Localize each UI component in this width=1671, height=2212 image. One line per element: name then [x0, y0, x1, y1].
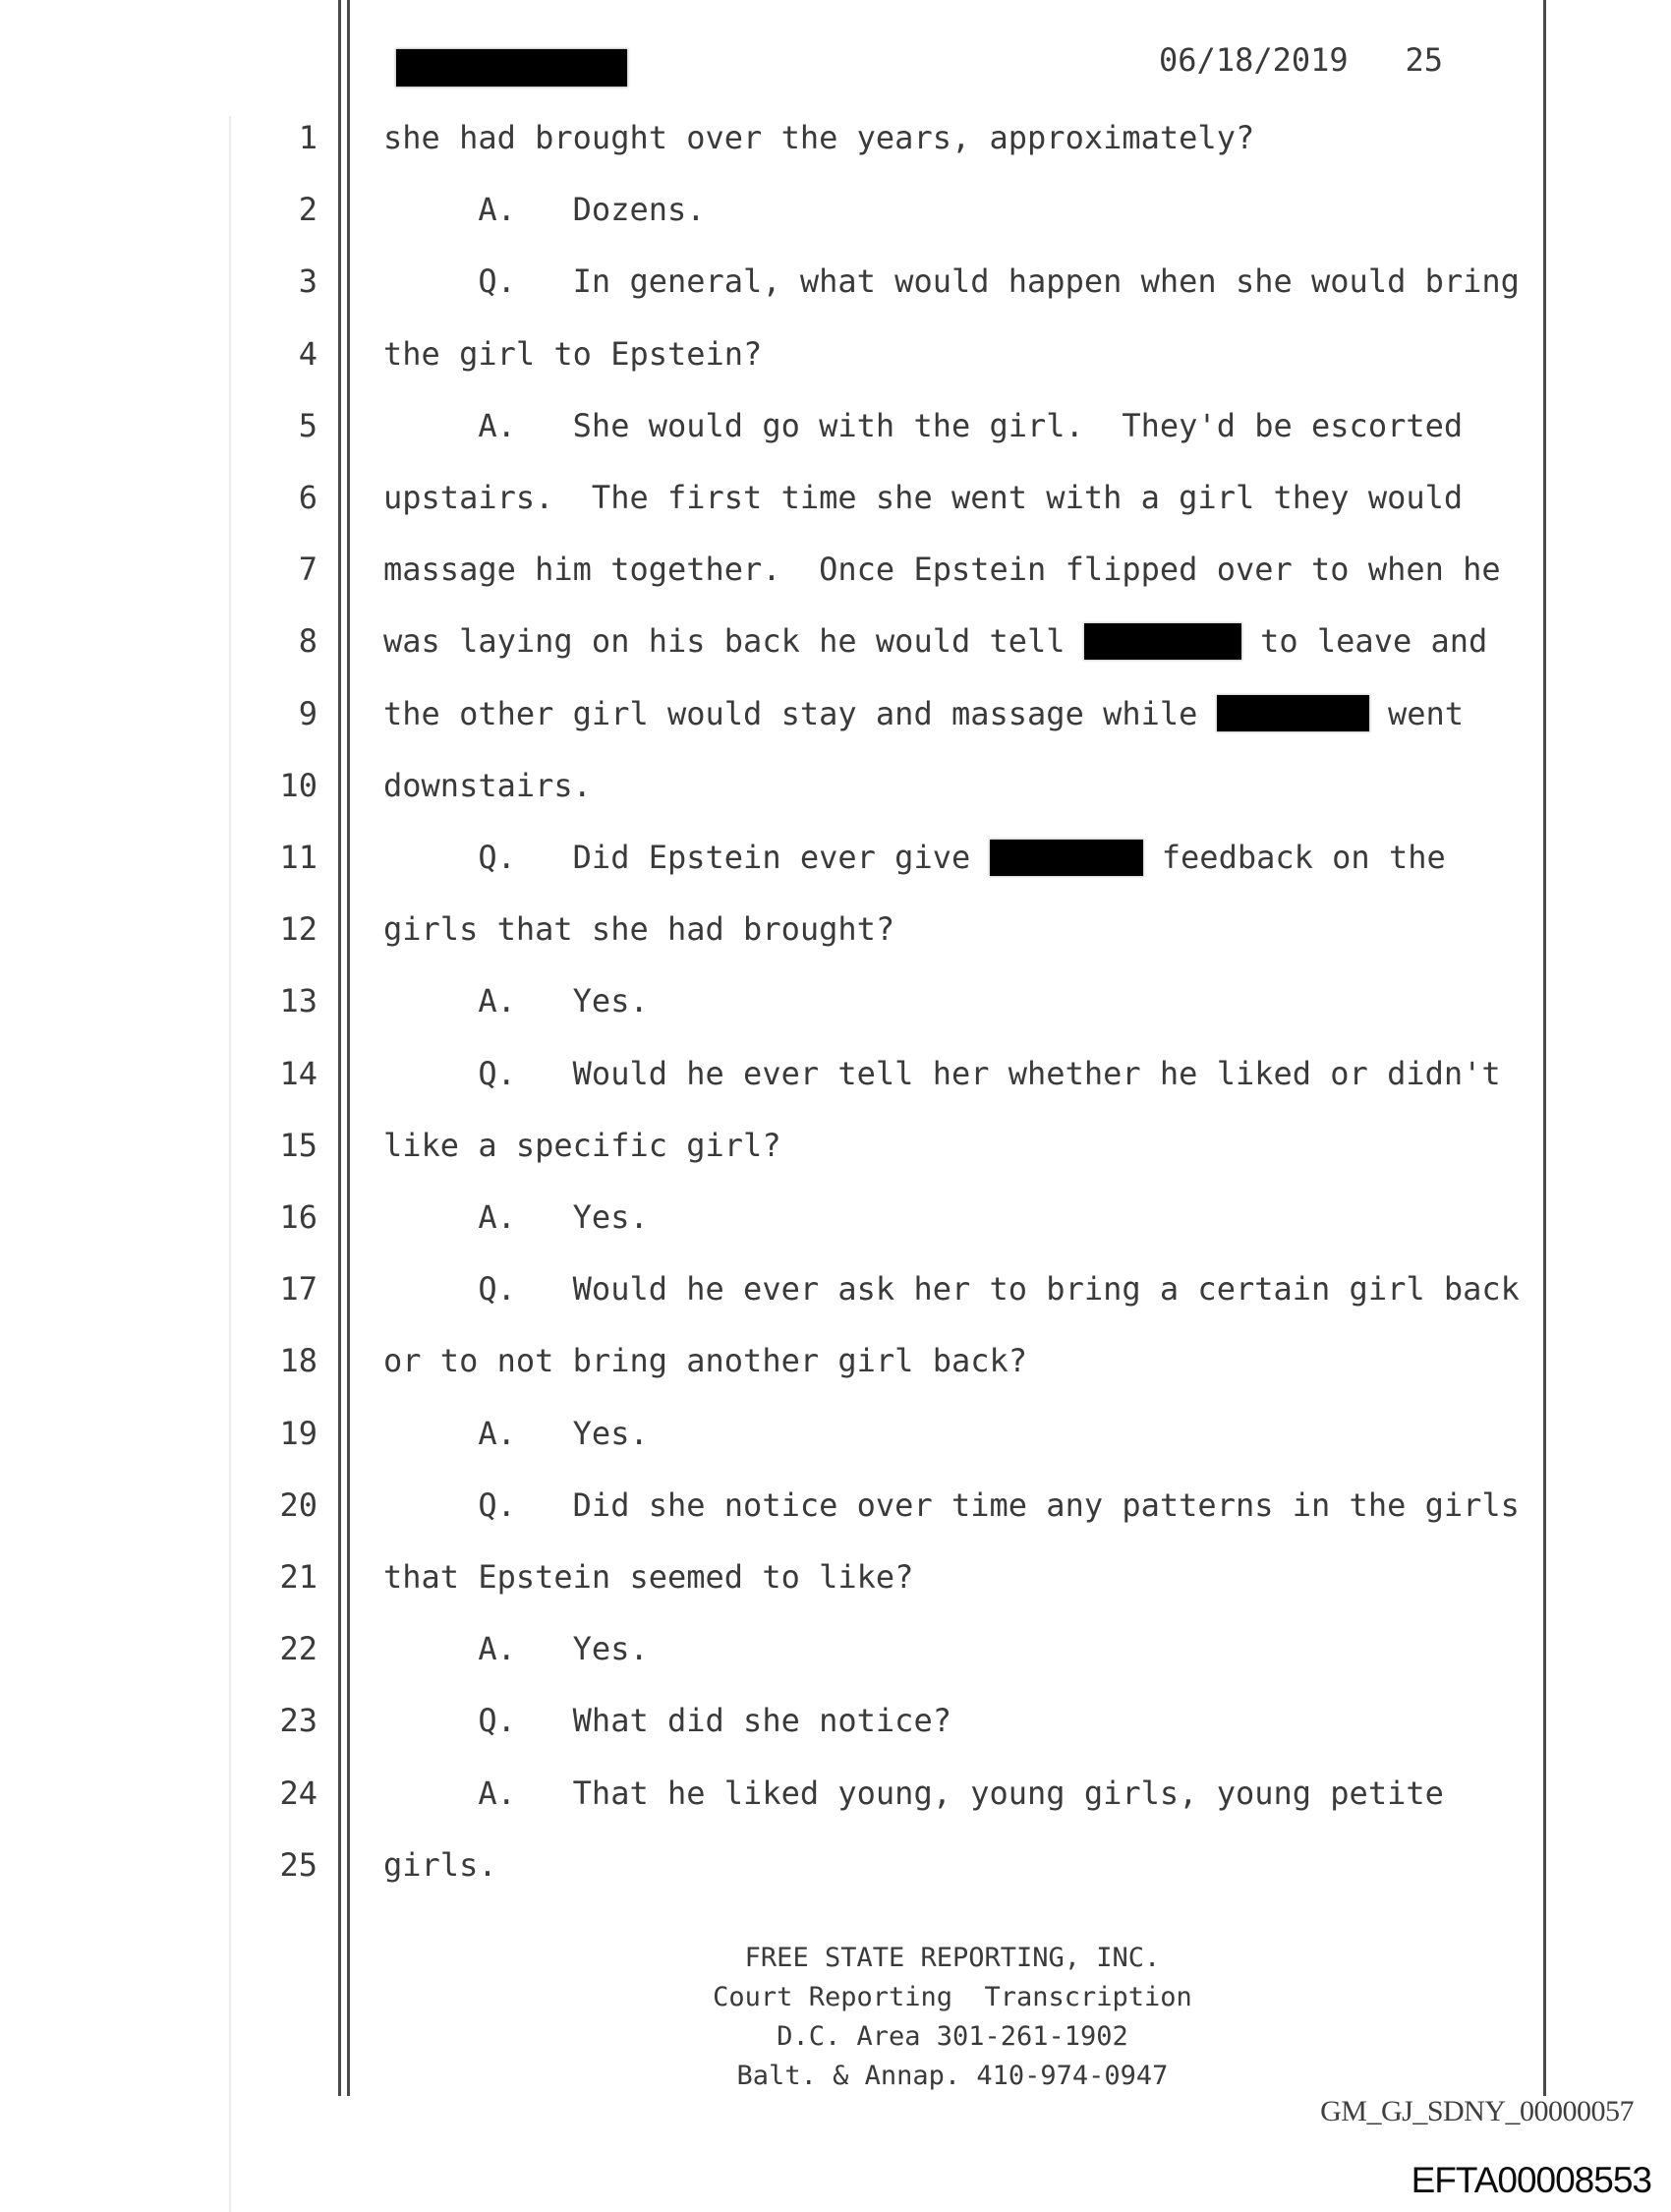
line-number: 8: [298, 622, 317, 661]
line-number: 23: [279, 1702, 317, 1740]
line-text: A. Dozens.: [383, 191, 706, 229]
line-text: the girl to Epstein?: [383, 334, 763, 373]
transcript-line: [0, 619, 1671, 663]
line-number: 10: [279, 766, 317, 804]
transcript-line: [0, 1699, 1671, 1742]
transcript-line: [0, 1843, 1671, 1887]
line-number: 7: [298, 551, 317, 589]
transcript-line: [0, 1772, 1671, 1815]
transcript-line: [0, 1195, 1671, 1239]
line-text: A. She would go with the girl. They'd be escorted: [383, 406, 1464, 444]
transcript-line: [0, 907, 1671, 951]
line-text: massage him together. Once Epstein flipped over to when he: [383, 551, 1501, 589]
line-text: Q. Would he ever ask her to bring a certain girl back: [383, 1270, 1520, 1309]
transcript-line: [0, 404, 1671, 447]
line-text: Q. Did she notice over time any patterns in the girls: [383, 1485, 1520, 1524]
footer-line: Balt. & Annap. 410-974-0947: [736, 2061, 1169, 2091]
line-text: A. Yes.: [383, 1414, 649, 1452]
transcript-line: [0, 1412, 1671, 1455]
transcript-line: [0, 1267, 1671, 1310]
line-text: that Epstein seemed to like?: [383, 1558, 914, 1596]
line-number: 4: [298, 334, 317, 373]
line-number: 24: [279, 1774, 317, 1812]
line-number: 17: [279, 1270, 317, 1309]
redaction-box: [1084, 623, 1241, 660]
line-text: girls that she had brought?: [383, 910, 895, 949]
line-number: 20: [279, 1485, 317, 1524]
transcript-line: [0, 548, 1671, 591]
line-text: A. That he liked young, young girls, young petite: [383, 1774, 1444, 1812]
transcript-line: [0, 692, 1671, 735]
redaction-box: [990, 840, 1143, 876]
line-number: 18: [279, 1342, 317, 1380]
transcript-line: [0, 332, 1671, 376]
line-number: 1: [298, 119, 317, 156]
bates-stamp-gm: GM_GJ_SDNY_00000057: [1320, 2095, 1634, 2127]
footer-line: Court Reporting Transcription: [713, 1982, 1192, 2012]
transcript-line: [0, 1627, 1671, 1670]
line-number: 19: [279, 1414, 317, 1452]
line-number: 22: [279, 1630, 317, 1668]
line-text: the other girl would stay and massage while went: [383, 694, 1465, 732]
transcript-line: [0, 1052, 1671, 1095]
line-number: 12: [279, 910, 317, 949]
transcript-line: [0, 1124, 1671, 1167]
transcript-line: [0, 979, 1671, 1022]
line-number: 6: [298, 479, 317, 516]
redaction-box: [1217, 695, 1369, 731]
line-number: 14: [279, 1054, 317, 1092]
transcript-line: [0, 260, 1671, 303]
transcript-line: [0, 1339, 1671, 1382]
line-text: Q. In general, what would happen when she would bring: [383, 262, 1520, 301]
footer-line: FREE STATE REPORTING, INC.: [744, 1943, 1161, 1973]
transcript-line: [0, 476, 1671, 519]
transcript-line: [0, 1555, 1671, 1599]
line-number: 21: [279, 1558, 317, 1596]
line-number: 2: [298, 191, 317, 229]
line-text: downstairs.: [383, 766, 592, 804]
line-text: was laying on his back he would tell to leave and: [383, 622, 1488, 661]
line-text: upstairs. The first time she went with a girl they would: [383, 479, 1464, 516]
reporter-footer: [383, 1939, 1522, 2096]
header-redaction-box: [396, 49, 627, 87]
transcript-line: [0, 836, 1671, 879]
header-date-page: 06/18/2019 25: [1159, 41, 1443, 79]
line-text: Q. Did Epstein ever give feedback on the: [383, 839, 1446, 876]
line-number: 11: [279, 839, 317, 876]
bates-stamp-efta: EFTA00008553: [1411, 2160, 1651, 2200]
transcript-line: [0, 188, 1671, 231]
line-text: like a specific girl?: [383, 1126, 781, 1164]
line-number: 13: [279, 982, 317, 1020]
line-text: Q. Would he ever tell her whether he liked or didn't: [383, 1054, 1501, 1092]
transcript-line: [0, 116, 1671, 159]
line-text: Q. What did she notice?: [383, 1702, 951, 1740]
line-text: A. Yes.: [383, 982, 649, 1020]
line-number: 9: [298, 694, 317, 732]
line-text: A. Yes.: [383, 1198, 649, 1236]
line-number: 3: [298, 262, 317, 301]
line-text: she had brought over the years, approximately?: [383, 119, 1255, 156]
footer-line: D.C. Area 301-261-1902: [777, 2021, 1128, 2052]
line-number: 16: [279, 1198, 317, 1236]
line-number: 25: [279, 1845, 317, 1884]
transcript-line: [0, 764, 1671, 807]
line-text: A. Yes.: [383, 1630, 649, 1668]
line-number: 15: [279, 1126, 317, 1164]
line-text: girls.: [383, 1845, 497, 1884]
line-text: or to not bring another girl back?: [383, 1342, 1028, 1380]
line-number: 5: [298, 406, 317, 444]
transcript-line: [0, 1484, 1671, 1527]
